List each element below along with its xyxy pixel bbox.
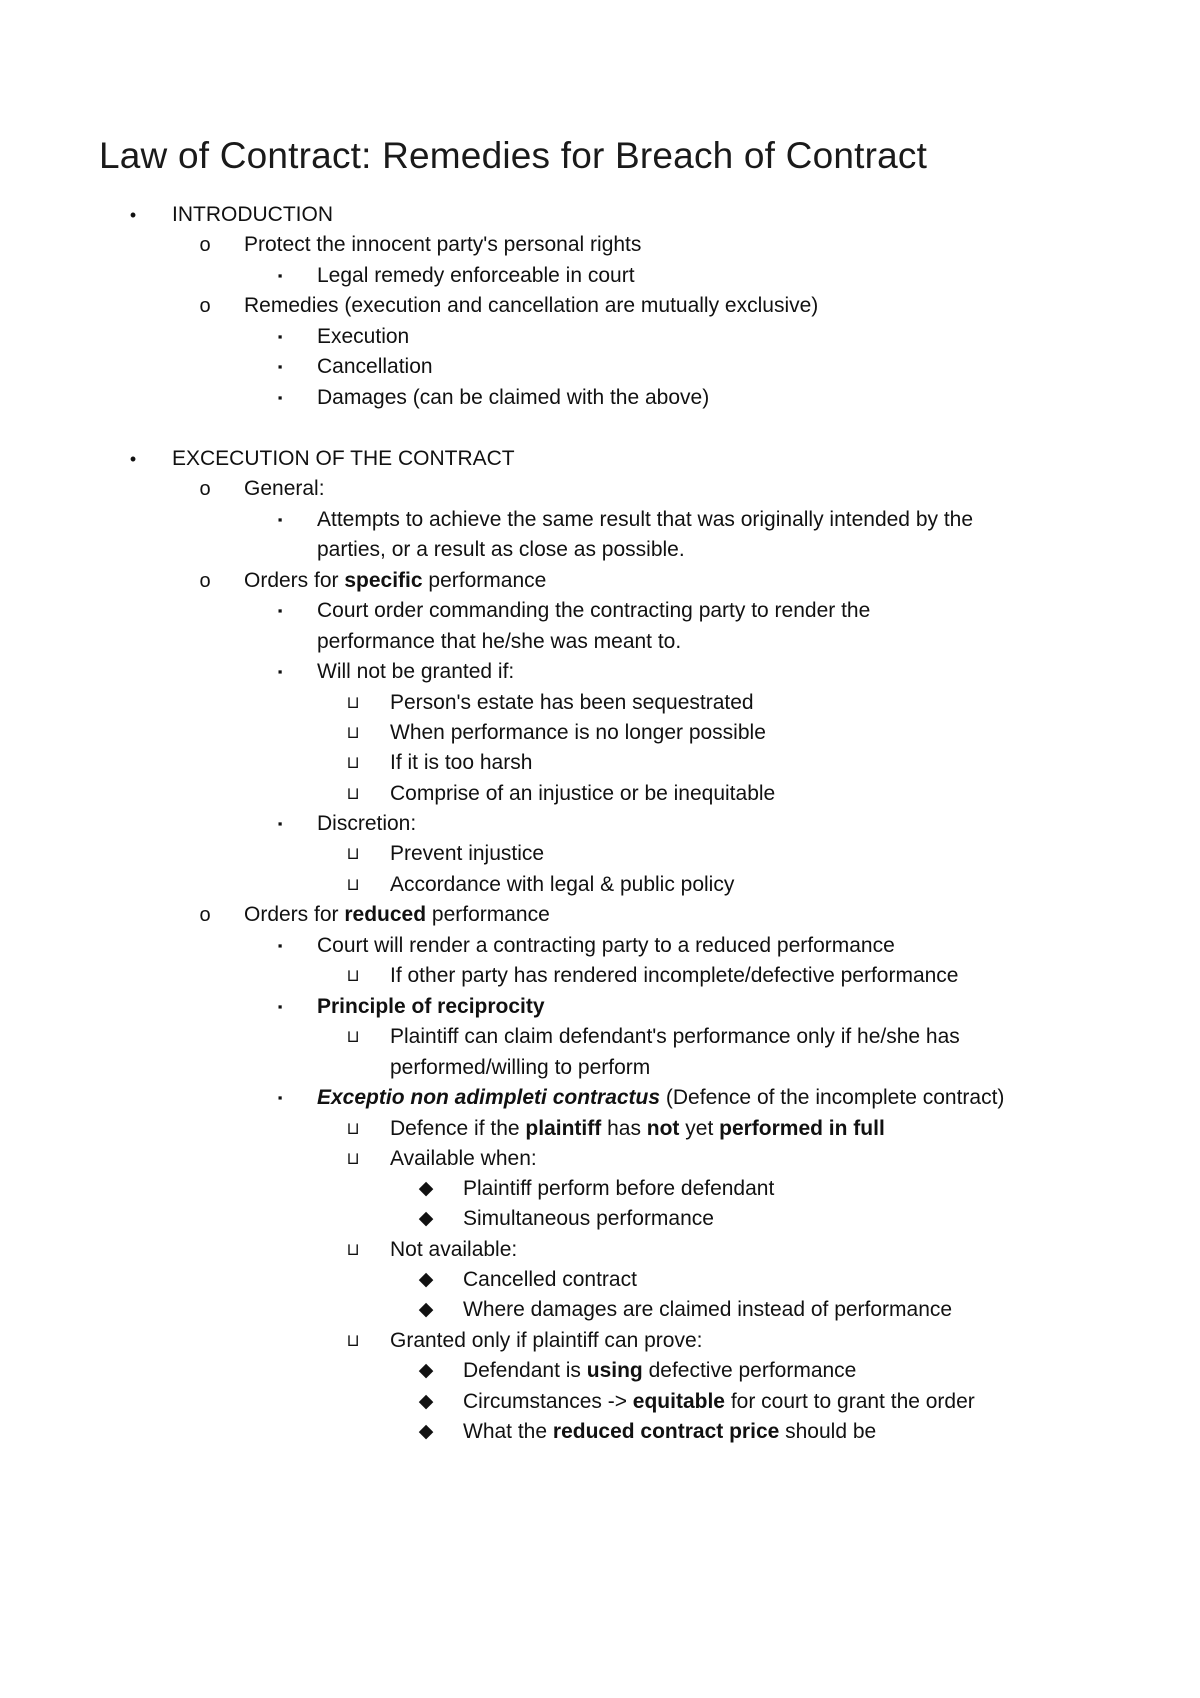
text-run: Orders for	[244, 903, 345, 926]
text-run: Protect the innocent party's personal rights	[244, 233, 642, 256]
list-item-level-4	[0, 838, 1200, 870]
list-item-level-1	[0, 443, 1200, 475]
list-item-text	[172, 199, 333, 231]
list-item-level-5	[0, 1386, 1200, 1418]
text-run: Circumstances ->	[463, 1390, 633, 1413]
text-run: Simultaneous performance	[463, 1207, 714, 1230]
list-item-text	[317, 321, 409, 353]
text-run: Accordance with legal & public policy	[390, 873, 735, 896]
emphasis-text: reduced	[344, 903, 427, 926]
bullet-circle-icon: o	[199, 234, 211, 256]
list-item-text	[244, 229, 641, 261]
list-item-level-3	[0, 1082, 1200, 1114]
text-run: Plaintiff perform before defendant	[463, 1177, 775, 1200]
bullet-circle-icon: o	[199, 904, 211, 926]
text-run: When performance is no longer possible	[390, 721, 766, 744]
list-item-text	[244, 565, 546, 597]
list-item-text	[463, 1203, 714, 1235]
bullet-square-icon: ▪	[277, 816, 283, 831]
text-run: INTRODUCTION	[172, 203, 333, 226]
list-item-text	[463, 1173, 774, 1205]
text-run: Orders for	[244, 569, 345, 592]
text-run: Available when:	[390, 1147, 537, 1170]
text-run: Defendant is	[463, 1359, 587, 1382]
list-item-text	[317, 351, 433, 383]
bullet-circle-icon: o	[199, 570, 211, 592]
list-item-text	[463, 1355, 856, 1387]
bullet-box-icon: ⊔	[346, 1240, 360, 1259]
list-item-level-2	[0, 229, 1200, 261]
list-item-text	[390, 1234, 517, 1266]
list-item-level-2	[0, 899, 1200, 931]
list-item-text	[317, 656, 514, 688]
list-item-text	[317, 808, 416, 840]
list-item-level-4	[0, 869, 1200, 901]
bullet-disc-icon: •	[129, 449, 137, 469]
list-item-text	[317, 991, 545, 1023]
text-run: has	[601, 1117, 647, 1140]
bullet-diamond-icon: ◆	[418, 1178, 434, 1199]
list-item-level-2	[0, 565, 1200, 597]
text-run: Damages (can be claimed with the above)	[317, 386, 710, 409]
list-item-text	[463, 1386, 975, 1418]
bullet-diamond-icon: ◆	[418, 1391, 434, 1412]
text-run: Attempts to achieve the same result that was originally intended by the	[317, 508, 974, 531]
bullet-square-icon: ▪	[277, 268, 283, 283]
list-item-text	[317, 1082, 1004, 1114]
text-run: What the	[463, 1420, 553, 1443]
text-run: Court will render a contracting party to a reduced performance	[317, 934, 895, 957]
bullet-box-icon: ⊔	[346, 1027, 360, 1046]
text-run: Will not be granted if:	[317, 660, 515, 683]
list-item-text	[317, 382, 709, 414]
emphasis-text: using	[586, 1359, 643, 1382]
list-item-text	[244, 290, 818, 322]
list-item-level-5	[0, 1264, 1200, 1296]
list-item-level-4	[0, 1143, 1200, 1175]
bullet-box-icon: ⊔	[346, 723, 360, 742]
list-item-level-4	[0, 1234, 1200, 1266]
list-item-text	[172, 443, 515, 475]
bullet-box-icon: ⊔	[346, 875, 360, 894]
emphasis-text: Exceptio non adimpleti contractus	[317, 1086, 661, 1109]
emphasis-text: not	[646, 1117, 680, 1140]
bullet-box-icon: ⊔	[346, 1149, 360, 1168]
text-run: Execution	[317, 325, 410, 348]
list-item-level-4	[0, 960, 1200, 992]
text-run: Where damages are claimed instead of performance	[463, 1298, 953, 1321]
bullet-circle-icon: o	[199, 478, 211, 500]
list-item-text	[317, 504, 973, 536]
emphasis-text: performed in full	[719, 1117, 885, 1140]
list-item-level-4	[0, 1325, 1200, 1357]
text-run: Cancelled contract	[463, 1268, 637, 1291]
text-run: Defence if the	[390, 1117, 526, 1140]
list-item-text	[390, 838, 544, 870]
text-run: should be	[779, 1420, 877, 1443]
bullet-disc-icon: •	[129, 205, 137, 225]
list-item-text	[390, 778, 775, 810]
text-run: Cancellation	[317, 355, 433, 378]
list-item-level-3	[0, 351, 1200, 383]
text-run: performed/willing to perform	[390, 1056, 651, 1079]
text-run: Remedies (execution and cancellation are mutually exclusive)	[244, 294, 819, 317]
document-title: Law of Contract: Remedies for Breach of Contract	[99, 135, 928, 176]
list-item-level-2	[0, 290, 1200, 322]
bullet-box-icon: ⊔	[346, 966, 360, 985]
bullet-diamond-icon: ◆	[418, 1269, 434, 1290]
list-item-level-5	[0, 1203, 1200, 1235]
list-item-level-4	[0, 717, 1200, 749]
bullet-square-icon: ▪	[277, 329, 283, 344]
list-item-level-3	[0, 382, 1200, 414]
list-item-text	[244, 473, 325, 505]
list-item-text	[390, 869, 734, 901]
text-run: Court order commanding the contracting party to render the	[317, 599, 871, 622]
bullet-box-icon: ⊔	[346, 693, 360, 712]
list-item-level-3	[0, 991, 1200, 1023]
text-run: If other party has rendered incomplete/defective performance	[390, 964, 959, 987]
text-run: EXCECUTION OF THE CONTRACT	[172, 447, 515, 470]
text-run: for court to grant the order	[724, 1390, 975, 1413]
text-run: parties, or a result as close as possible.	[317, 538, 685, 561]
list-item-text	[317, 626, 681, 658]
text-run: performance	[426, 903, 550, 926]
text-run: performance that he/she was meant to.	[317, 630, 682, 653]
bullet-diamond-icon: ◆	[418, 1360, 434, 1381]
list-item-level-3	[0, 656, 1200, 688]
bullet-circle-icon: o	[199, 295, 211, 317]
text-run: Legal remedy enforceable in court	[317, 264, 635, 287]
bullet-square-icon: ▪	[277, 390, 283, 405]
list-item-text	[317, 260, 635, 292]
bullet-square-icon: ▪	[277, 999, 283, 1014]
bullet-square-icon: ▪	[277, 603, 283, 618]
emphasis-text: specific	[344, 569, 423, 592]
list-item-level-3	[0, 595, 1200, 627]
emphasis-text: reduced contract price	[552, 1420, 780, 1443]
list-item-text	[390, 1143, 537, 1175]
list-item-level-3	[0, 808, 1200, 840]
text-run: yet	[679, 1117, 720, 1140]
bullet-square-icon: ▪	[277, 1090, 283, 1105]
bullet-diamond-icon: ◆	[418, 1208, 434, 1229]
bullet-square-icon: ▪	[277, 664, 283, 679]
bullet-box-icon: ⊔	[346, 1331, 360, 1350]
text-run: Discretion:	[317, 812, 417, 835]
list-item-text	[390, 687, 754, 719]
list-item-level-5	[0, 1416, 1200, 1448]
list-item-text	[463, 1264, 637, 1296]
list-item-level-4	[0, 778, 1200, 810]
list-item-level-1	[0, 199, 1200, 231]
emphasis-text	[317, 1086, 660, 1109]
text-run: Comprise of an injustice or be inequitable	[390, 782, 776, 805]
list-item-text	[390, 1021, 960, 1053]
list-item-level-3	[0, 930, 1200, 962]
bullet-box-icon: ⊔	[346, 784, 360, 803]
emphasis-text: plaintiff	[525, 1117, 602, 1140]
text-run: Granted only if plaintiff can prove:	[390, 1329, 703, 1352]
text-run: Plaintiff can claim defendant's performance only if he/she has	[390, 1025, 960, 1048]
bullet-diamond-icon: ◆	[418, 1299, 434, 1320]
bullet-diamond-icon: ◆	[418, 1421, 434, 1442]
text-run: (Defence of the incomplete contract)	[660, 1086, 1005, 1109]
text-run: Person's estate has been sequestrated	[390, 691, 754, 714]
list-item-text	[317, 595, 870, 627]
bullet-square-icon: ▪	[277, 359, 283, 374]
list-item-text	[244, 899, 550, 931]
list-item-level-3	[0, 260, 1200, 292]
list-item-text	[390, 717, 766, 749]
emphasis-text: Principle of reciprocity	[317, 995, 545, 1018]
list-item-level-4	[0, 687, 1200, 719]
list-item-text	[317, 930, 895, 962]
bullet-box-icon: ⊔	[346, 753, 360, 772]
list-item-level-5	[0, 1294, 1200, 1326]
list-item-text	[317, 534, 685, 566]
list-item-continuation	[0, 534, 1200, 566]
list-item-level-5	[0, 1355, 1200, 1387]
text-run: Prevent injustice	[390, 842, 545, 865]
list-item-continuation	[0, 626, 1200, 658]
list-item-level-4	[0, 747, 1200, 779]
list-item-level-3	[0, 504, 1200, 536]
text-run: General:	[244, 477, 325, 500]
list-item-text	[463, 1294, 952, 1326]
list-item-text	[390, 960, 958, 992]
list-item-text	[390, 747, 532, 779]
list-item-level-3	[0, 321, 1200, 353]
bullet-square-icon: ▪	[277, 938, 283, 953]
bullet-box-icon: ⊔	[346, 1119, 360, 1138]
list-item-text	[463, 1416, 876, 1448]
list-item-text	[390, 1052, 650, 1084]
list-item-continuation	[0, 1052, 1200, 1084]
list-item-level-2	[0, 473, 1200, 505]
list-item-level-5	[0, 1173, 1200, 1205]
text-run: performance	[422, 569, 547, 592]
list-item-level-4	[0, 1113, 1200, 1145]
text-run: If it is too harsh	[390, 751, 533, 774]
list-item-text	[390, 1113, 885, 1145]
text-run: Not available:	[390, 1238, 518, 1261]
list-item-text	[390, 1325, 702, 1357]
list-item-level-4	[0, 1021, 1200, 1053]
emphasis-text: equitable	[632, 1390, 725, 1413]
text-run: defective performance	[642, 1359, 857, 1382]
bullet-box-icon: ⊔	[346, 844, 360, 863]
bullet-square-icon: ▪	[277, 512, 283, 527]
